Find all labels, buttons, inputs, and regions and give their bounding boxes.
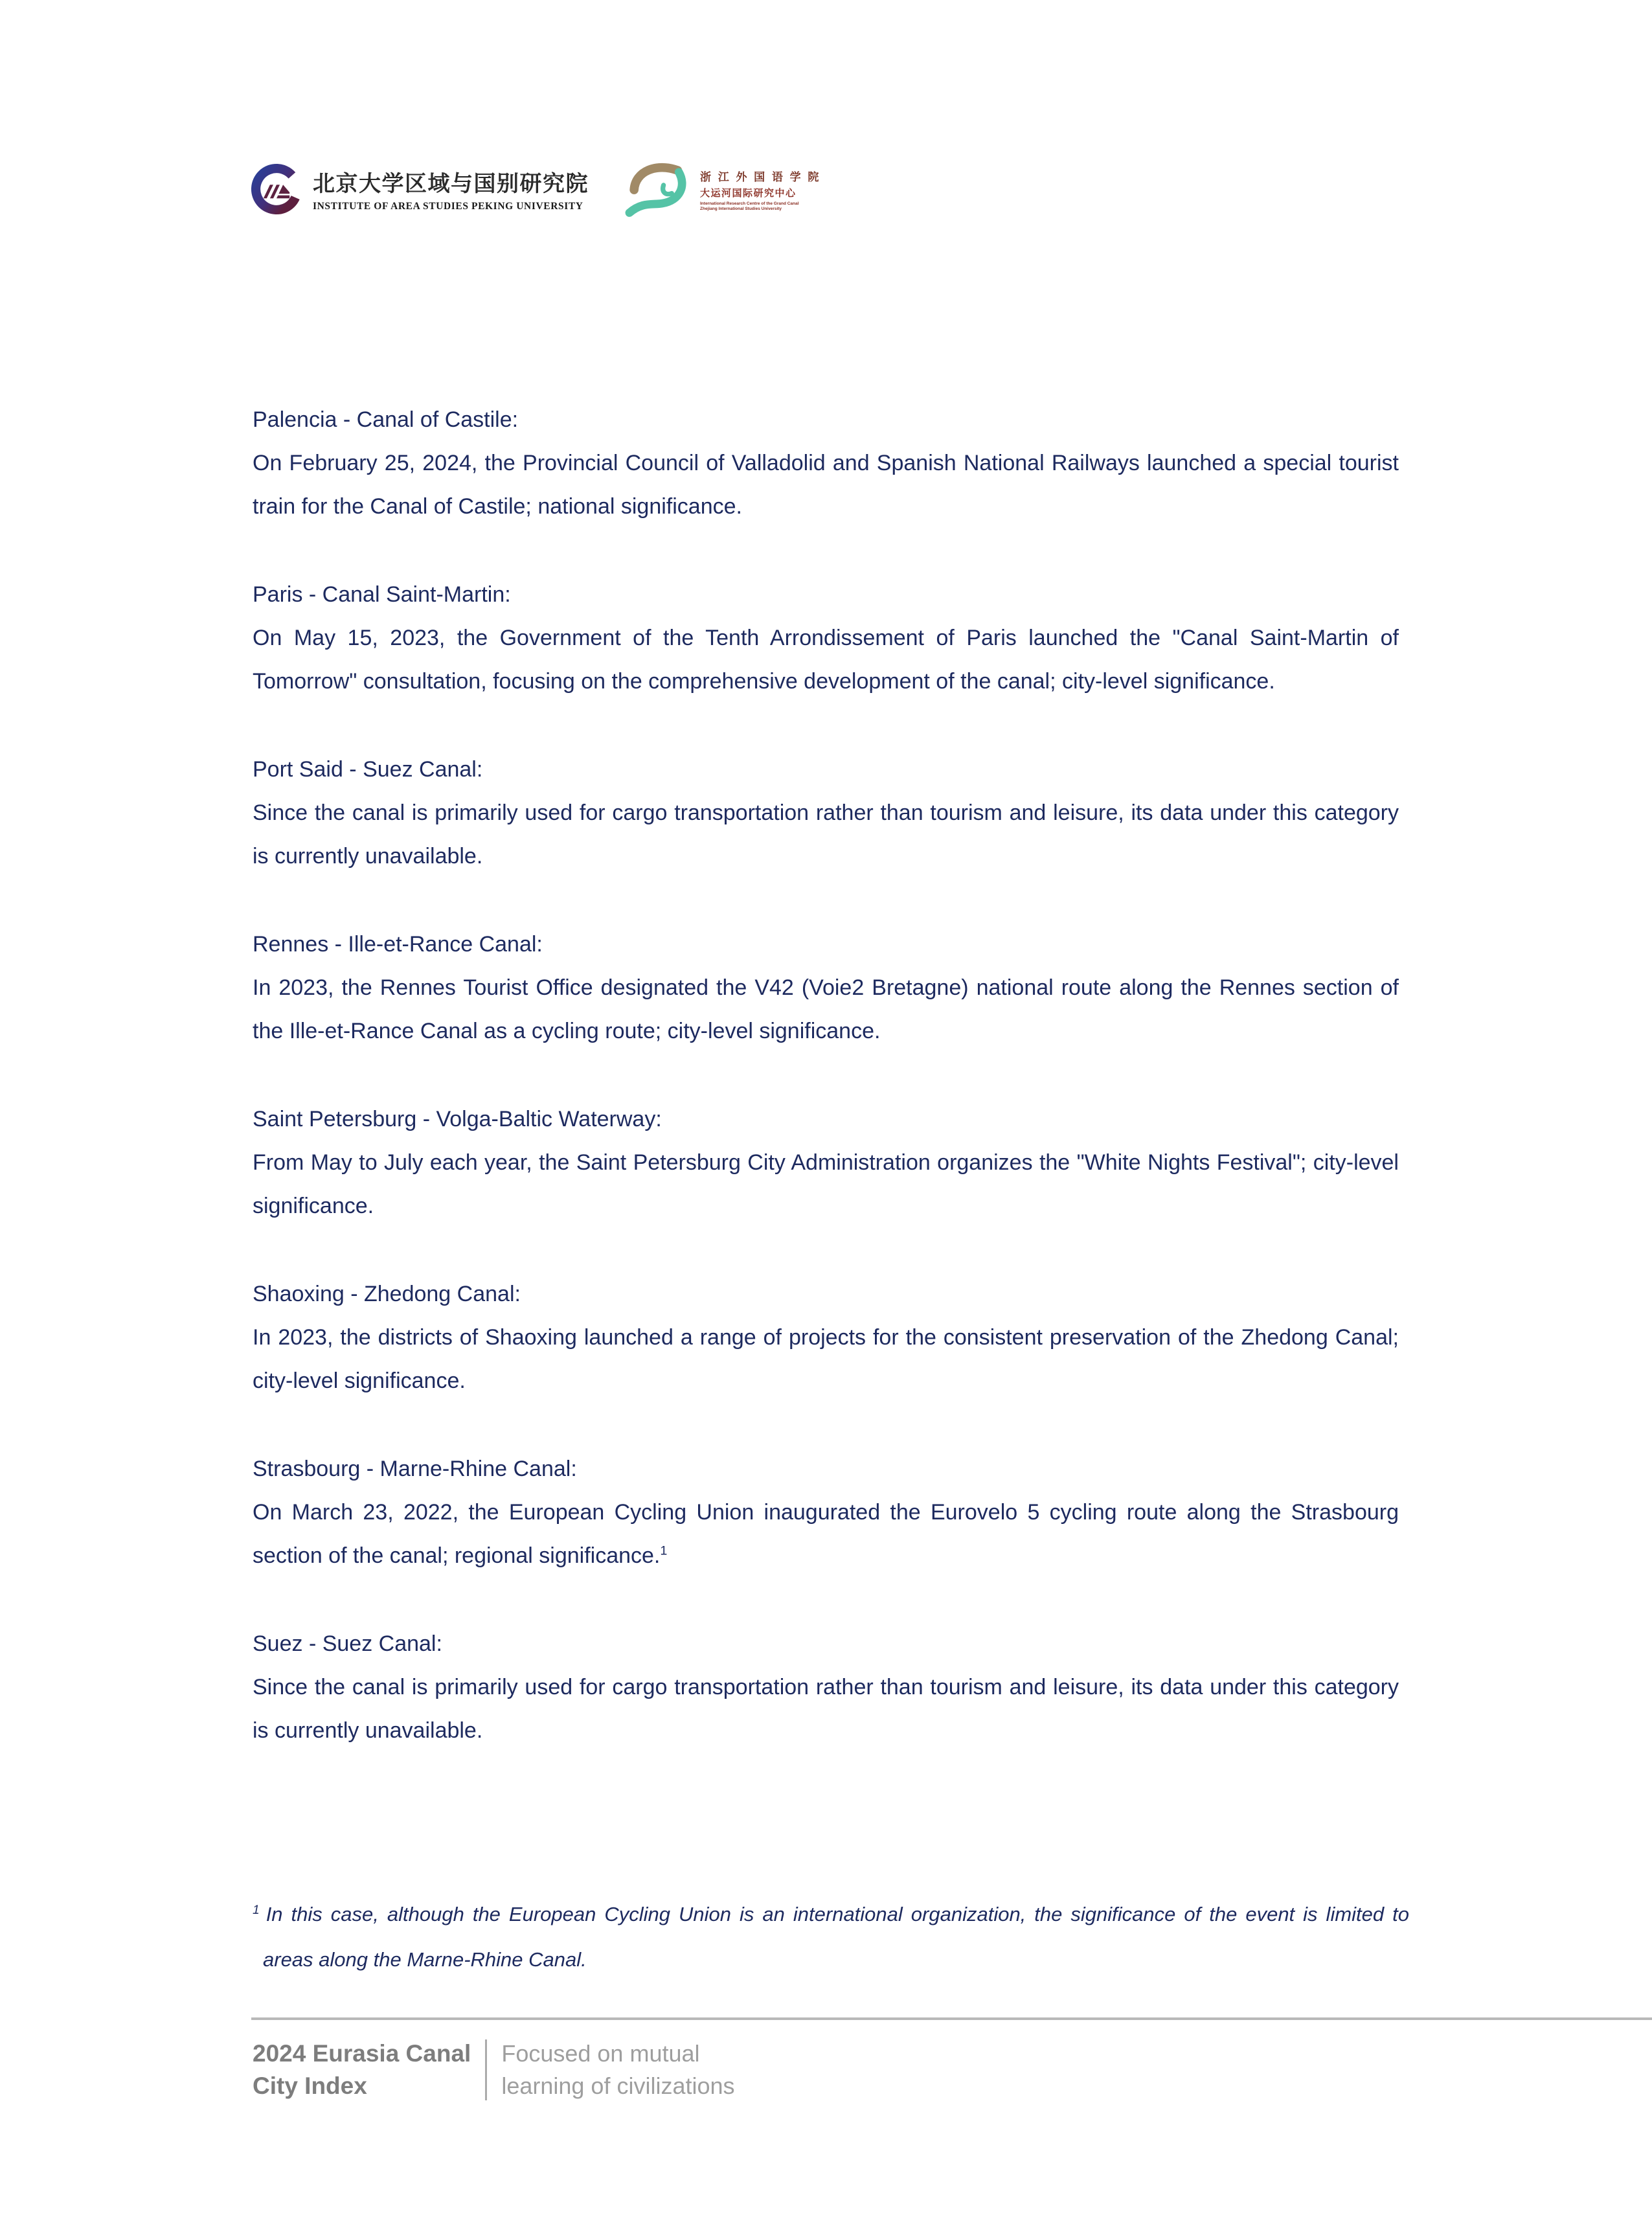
section-heading: Palencia - Canal of Castile: (253, 407, 519, 432)
section-heading: Strasbourg - Marne-Rhine Canal: (253, 1457, 577, 1481)
section-body-text: From May to July each year, the Saint Petersburg City Administration organizes the "White Nights Festival"; city-level significance. (253, 1150, 1399, 1218)
section-body-text: In 2023, the districts of Shaoxing launched a range of projects for the consistent preservation of the Zhedong Canal; city-level significance. (253, 1325, 1399, 1393)
section-suez (253, 1622, 1399, 1753)
section-body (253, 966, 1399, 1053)
section-shaoxing (253, 1273, 1399, 1403)
grand-canal-centre-logo-text (700, 168, 820, 211)
pku-ias-logo-english-name: INSTITUTE OF AREA STUDIES PEKING UNIVERSITY (313, 201, 583, 212)
pku-ias-logo (249, 162, 589, 216)
footnote-ref: 1 (660, 1543, 668, 1558)
section-body-text: Since the canal is primarily used for cargo transportation rather than tourism and leisure, its data under this category is currently unavailable. (253, 801, 1399, 869)
pku-ias-logo-chinese-name: 北京大学区域与国别研究院 (313, 172, 589, 196)
grand-canal-centre-logo (625, 155, 820, 223)
section-body-text: Since the canal is primarily used for cargo transportation rather than tourism and leisure, its data under this category is currently unavailable. (253, 1675, 1399, 1743)
footnote (253, 1892, 1409, 1982)
section-body (253, 442, 1399, 528)
section-body (253, 1316, 1399, 1403)
section-paris (253, 573, 1399, 703)
section-body-text: On February 25, 2024, the Provincial Council of Valladolid and Spanish National Railways launched a special tourist train for the Canal of Castile; national significance. (253, 451, 1399, 519)
footnote-marker: 1 (253, 1903, 260, 1917)
section-body (253, 1666, 1399, 1753)
section-heading: Saint Petersburg - Volga-Baltic Waterway: (253, 1107, 662, 1131)
section-body (253, 791, 1399, 878)
section-body-text: In 2023, the Rennes Tourist Office designated the V42 (Voie2 Bretagne) national route along the Rennes section of the Ille-et-Rance Canal as a cycling route; city-level significance. (253, 975, 1399, 1043)
pku-ias-logo-icon (249, 162, 304, 216)
section-heading: Suez - Suez Canal: (253, 1631, 442, 1656)
grand-canal-centre-english-name: International Research Centre of the Grand Canal (700, 201, 799, 206)
footer-slogan-line1: Focused on mutual (501, 2040, 700, 2067)
page-footer (253, 2038, 735, 2102)
section-heading: Port Said - Suez Canal: (253, 757, 483, 782)
footer-report-title-line2: City Index (253, 2073, 367, 2099)
page-header (249, 155, 820, 223)
section-saint-petersburg (253, 1098, 1399, 1228)
zisu-chinese-name: 浙 江 外 国 语 学 院 (700, 170, 821, 183)
section-body-text: On May 15, 2023, the Government of the Tenth Arrondissement of Paris launched the "Canal Saint-Martin of Tomorrow" consultation, focusing on the comprehensive development of the canal; city-level significance. (253, 626, 1399, 694)
footer-slogan (501, 2038, 734, 2102)
footer-report-title (253, 2038, 471, 2102)
section-heading: Shaoxing - Zhedong Canal: (253, 1282, 521, 1306)
footer-report-title-line1: 2024 Eurasia Canal (253, 2040, 471, 2067)
footnote-text: In this case, although the European Cycling Union is an international organization, the significance of the event is limited to areas along the Marne-Rhine Canal. (263, 1903, 1409, 1971)
section-heading: Rennes - Ille-et-Rance Canal: (253, 932, 543, 957)
footer-slogan-line2: learning of civilizations (501, 2073, 735, 2099)
grand-canal-centre-chinese-name: 大运河国际研究中心 (700, 187, 797, 199)
section-port-said (253, 748, 1399, 878)
grand-canal-swirl-icon (625, 158, 697, 223)
section-body (253, 1141, 1399, 1228)
pku-ias-logo-text (313, 166, 589, 212)
section-heading: Paris - Canal Saint-Martin: (253, 582, 511, 607)
section-body-text: On March 23, 2022, the European Cycling Union inaugurated the Eurovelo 5 cycling route along the Strasbourg section of the canal; regional significance. (253, 1500, 1399, 1568)
footer-vertical-separator (485, 2039, 487, 2100)
section-body (253, 1491, 1399, 1578)
section-palencia (253, 398, 1399, 528)
document-body (253, 398, 1399, 1753)
section-strasbourg (253, 1448, 1399, 1578)
section-body (253, 617, 1399, 703)
section-rennes (253, 923, 1399, 1053)
zisu-english-name: Zhejiang International Studies University (700, 206, 782, 211)
footer-rule (251, 2017, 1652, 2020)
